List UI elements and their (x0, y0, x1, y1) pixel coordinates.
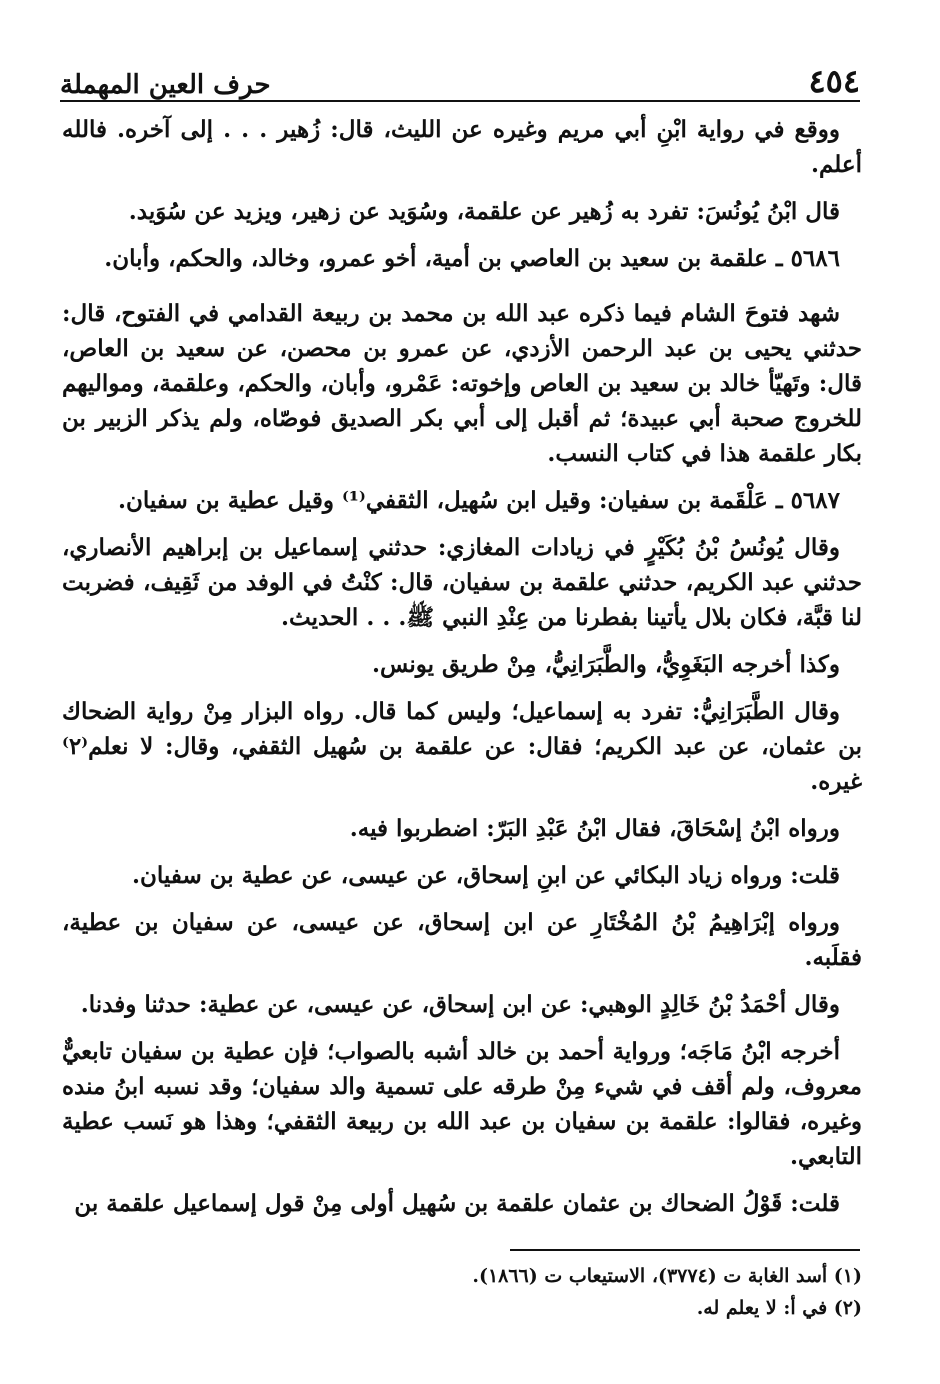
paragraph: ورواه إبْرَاهِيمُ بْنُ المُخْتَارِ عن ابن إسحاق، عن عيسى، عن سفيان بن عطية، فقلَبه. (62, 909, 862, 971)
paragraph: قلت: ورواه زياد البكائي عن ابنِ إسحاق، عن عيسى، عن عطية بن سفيان. (132, 862, 840, 889)
page-number: ٤٥٤ (808, 62, 860, 100)
entry-heading: ٥٦٨٦ ـ علقمة بن سعيد بن العاصي بن أمية، أخو عمرو، وخالد، والحكم، وأبان. (104, 245, 840, 272)
header-rule (60, 100, 860, 102)
body-text (62, 112, 862, 1221)
footnote: (١) أسد الغابة ت (٣٧٧٤)، الاستيعاب ت (١٨٦٦). (472, 1265, 862, 1287)
paragraph: ورواه ابْنُ إسْحَاقَ، فقال ابْنُ عَبْدِ البَرّ: اضطربوا فيه. (349, 815, 840, 842)
footnotes (62, 1260, 862, 1324)
paragraph: قال ابْنُ يُونُسَ: تفرد به زُهير عن علقمة، وسُوَيد عن زهير، ويزيد عن سُوَيد. (128, 198, 840, 225)
paragraph: شهد فتوحَ الشام فيما ذكره عبد الله بن محمد بن ربيعة القدامي في الفتوح، قال: حدثني يحيى بن عبد الرحمن الأزدي، عن عمرو بن محصن، عن سعيد بن العاص، قال: وتَهيّأ خالد بن سعيد بن العاص وإخوته: عَمْرو، وأبان، والحكم، وعلقمة، ومواليهم للخروج صحبة أبي عبيدة؛ ثم أقبل إلى أبي بكر الصديق فوصّاه، ولم يذكر الزبير بن بكار علقمة هذا في كتاب النسب. (62, 300, 862, 467)
paragraph: وقال يُونُسُ بْنُ بُكَيْرٍ في زيادات المغازي: حدثني إسماعيل بن إبراهيم الأنصاري، حدثني عبد الكريم، حدثني علقمة بن سفيان، قال: كنْتُ في الوفد من ثَقِيف، فضربت لنا قبَّة، فكان بلال يأتينا بفطرنا من عِنْدِ النبي ﷺ. . . الحديث. (62, 534, 862, 631)
footnote: (٢) في أ: لا يعلم له. (696, 1297, 862, 1319)
paragraph: ووقع في رواية ابْنِ أبي مريم وغيره عن الليث، قال: زُهير . . . إلى آخره. فالله أعلم. (62, 116, 862, 178)
footnote-rule (510, 1249, 860, 1251)
page-header (60, 60, 860, 100)
paragraph: قلت: قَوْلُ الضحاك بن عثمان علقمة بن سُهيل أولى مِنْ قول إسماعيل علقمة بن (74, 1190, 840, 1217)
paragraph: وكذا أخرجه البَغَوِيُّ، والطَّبَرَانِيُّ، مِنْ طريق يونس. (372, 651, 840, 678)
paragraph: وقال الطَّبَرَانِيُّ: تفرد به إسماعيل؛ وليس كما قال. رواه البزار مِنْ رواية الضحاك بن عثمان، عن عبد الكريم؛ فقال: عن علقمة بن سُهيل الثقفي، وقال: لا نعلم⁽٢⁾ غيره. (62, 698, 862, 795)
paragraph: أخرجه ابْنُ مَاجَه؛ ورواية أحمد بن خالد أشبه بالصواب؛ فإن عطية بن سفيان تابعيٌّ معروف، ولم أقف في شيء مِنْ طرقه على تسمية والد سفيان؛ وقد نسبه ابنُ منده وغيره، فقالوا: علقمة بن سفيان بن عبد الله بن ربيعة الثقفي؛ وهذا هو نَسب عطية التابعي. (62, 1038, 862, 1170)
paragraph: وقال أحْمَدُ بْنُ خَالِدٍ الوهبي: عن ابن إسحاق، عن عيسى، عن عطية: حدثنا وفدنا. (80, 991, 840, 1018)
entry-heading: ٥٦٨٧ ـ عَلْقَمة بن سفيان: وقيل ابن سُهيل، الثقفي⁽¹⁾ وقيل عطية بن سفيان. (118, 487, 840, 514)
chapter-title: حرف العين المهملة (60, 70, 271, 100)
